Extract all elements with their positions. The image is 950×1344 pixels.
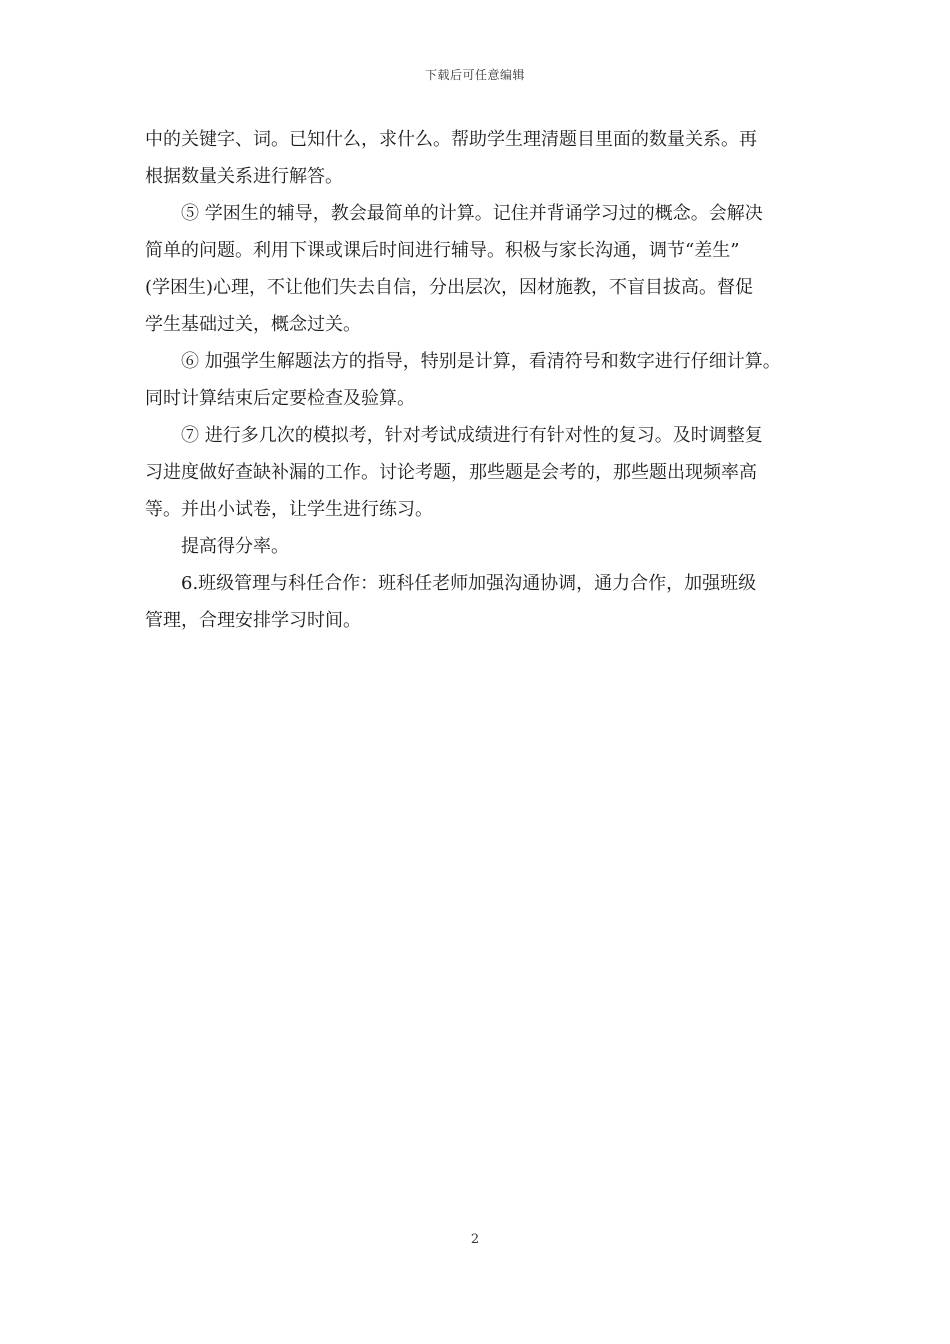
text-line: ⑦ 进行多几次的模拟考，针对考试成绩进行有针对性的复习。及时调整复 (181, 425, 763, 446)
text-line: ⑥ 加强学生解题法方的指导，特别是计算，看清符号和数字进行仔细计算。 (181, 351, 781, 372)
text-line: 管理，合理安排学习时间。 (145, 610, 361, 631)
text-line: 同时计算结束后定要检查及验算。 (145, 388, 415, 409)
text-line: 提高得分率。 (181, 536, 289, 557)
text-line: 学生基础过关，概念过关。 (145, 314, 361, 335)
text-line: 根据数量关系进行解答。 (145, 166, 343, 187)
text-line: 6.班级管理与科任合作：班科任老师加强沟通协调，通力合作，加强班级 (181, 573, 757, 594)
text-line: 等。并出小试卷，让学生进行练习。 (145, 499, 433, 520)
text-line: ⑤ 学困生的辅导，教会最简单的计算。记住并背诵学习过的概念。会解决 (181, 203, 763, 224)
text-line: 简单的问题。利用下课或课后时间进行辅导。积极与家长沟通，调节“差生” (145, 240, 740, 261)
document-body (145, 121, 823, 639)
page-header: 下载后可任意编辑 (424, 68, 525, 82)
text-line: (学困生)心理，不让他们失去自信，分出层次，因材施教，不盲目拔高。督促 (145, 277, 754, 298)
text-line: 中的关键字、词。已知什么，求什么。帮助学生理清题目里面的数量关系。再 (145, 129, 757, 150)
page-number: 2 (470, 1232, 480, 1247)
text-line: 习进度做好查缺补漏的工作。讨论考题，那些题是会考的，那些题出现频率高 (145, 462, 757, 483)
